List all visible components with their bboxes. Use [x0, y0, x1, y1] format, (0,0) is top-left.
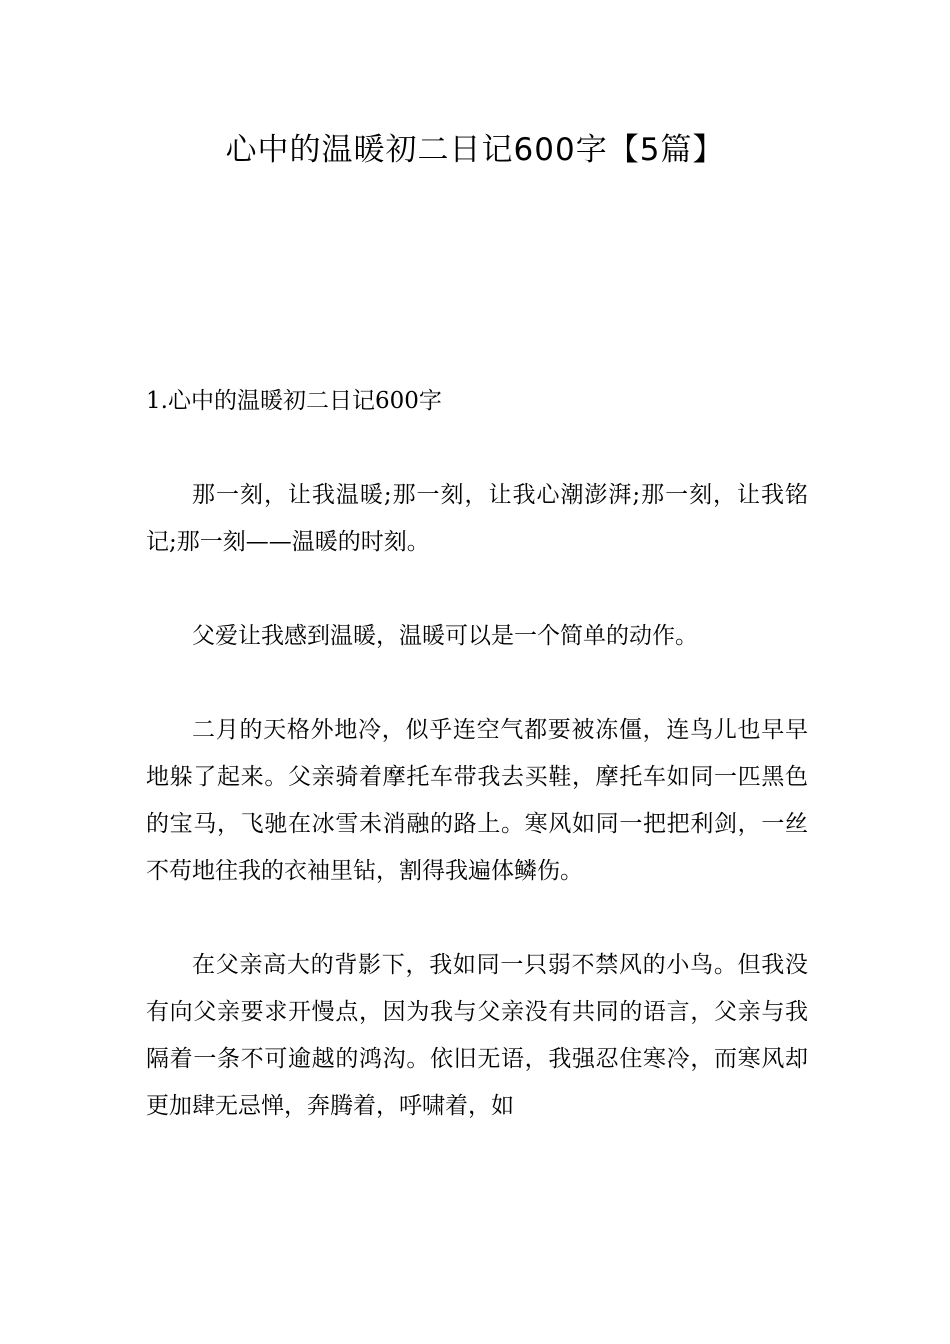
paragraph-3: 二月的天格外地冷，似乎连空气都要被冻僵，连鸟儿也早早地躲了起来。父亲骑着摩托车带我去买鞋，摩托车如同一匹黑色的宝马，飞驰在冰雪未消融的路上。寒风如同一把把利剑，一丝不苟地往我的衣袖里钻，割得我遍体鳞伤。: [146, 717, 808, 884]
document-title: 心中的温暖初二日记600字【5篇】: [225, 132, 725, 168]
paragraph-4: 在父亲高大的背影下，我如同一只弱不禁风的小鸟。但我没有向父亲要求开慢点，因为我与父亲没有共同的语言，父亲与我隔着一条不可逾越的鸿沟。依旧无语，我强忍住寒冷，而寒风却更加肆无忌惮，奔腾着，呼啸着，如: [146, 952, 808, 1119]
document-body: [146, 378, 808, 1177]
section-heading: 1.心中的温暖初二日记600字: [146, 388, 442, 414]
paragraph-2: 父爱让我感到温暖，温暖可以是一个简单的动作。: [192, 623, 698, 649]
paragraph-1: 那一刻，让我温暖;那一刻，让我心潮澎湃;那一刻，让我铭记;那一刻——温暖的时刻。: [146, 482, 808, 555]
